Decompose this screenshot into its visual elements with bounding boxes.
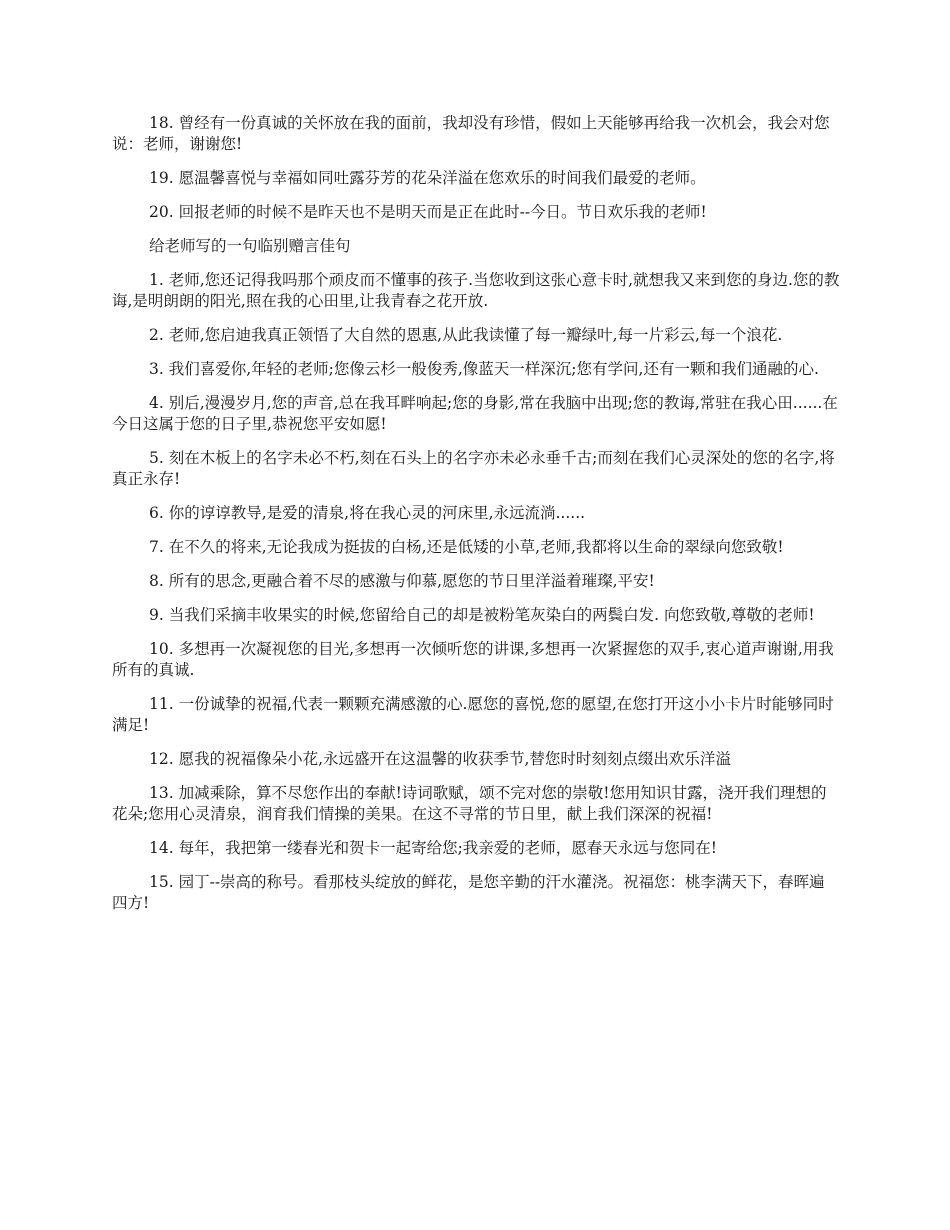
paragraph-7: 7. 在不久的将来,无论我成为挺拔的白杨,还是低矮的小草,老师,我都将以生命的翠绿向您致敬! <box>149 538 784 556</box>
paragraph-9: 9. 当我们采摘丰收果实的时候,您留给自己的却是被粉笔灰染白的两鬓白发. 向您致敬,尊敬的老师! <box>149 606 815 624</box>
paragraph-18: 18. 曾经有一份真诚的关怀放在我的面前，我却没有珍惜，假如上天能够再给我一次机会，我会对您说：老师，谢谢您! <box>112 114 830 153</box>
paragraph-19: 19. 愿温馨喜悦与幸福如同吐露芬芳的花朵洋溢在您欢乐的时间我们最爱的老师。 <box>149 169 706 187</box>
paragraph-4: 4. 别后,漫漫岁月,您的声音,总在我耳畔响起;您的身影,常在我脑中出现;您的教诲,常驻在我心田......在今日这属于您的日子里,恭祝您平安如愿! <box>112 394 838 433</box>
paragraph-3: 3. 我们喜爱你,年轻的老师;您像云杉一般俊秀,像蓝天一样深沉;您有学问,还有一颗和我们通融的心. <box>149 360 819 378</box>
paragraph-10: 10. 多想再一次凝视您的目光,多想再一次倾听您的讲课,多想再一次紧握您的双手,衷心道声谢谢,用我所有的真诚. <box>112 640 834 679</box>
paragraph-6: 6. 你的谆谆教导,是爱的清泉,将在我心灵的河床里,永远流淌...... <box>149 504 586 522</box>
paragraph-20: 20. 回报老师的时候不是昨天也不是明天而是正在此时--今日。节日欢乐我的老师! <box>149 203 707 221</box>
paragraph-2: 2. 老师,您启迪我真正领悟了大自然的恩惠,从此我读懂了每一瓣绿叶,每一片彩云,每一个浪花. <box>149 326 783 344</box>
paragraph-5: 5. 刻在木板上的名字未必不朽,刻在石头上的名字亦未必永垂千古;而刻在我们心灵深处的您的名字,将真正永存! <box>112 449 835 488</box>
paragraph-14: 14. 每年，我把第一缕春光和贺卡一起寄给您;我亲爱的老师，愿春天永远与您同在! <box>149 839 718 857</box>
document-body <box>112 113 840 927</box>
paragraph-15: 15. 园丁--崇高的称号。看那枝头绽放的鲜花，是您辛勤的汗水灌浇。祝福您：桃李满天下，春晖遍四方! <box>112 873 825 912</box>
paragraph-8: 8. 所有的思念,更融合着不尽的感激与仰慕,愿您的节日里洋溢着璀璨,平安! <box>149 572 655 590</box>
paragraph-12: 12. 愿我的祝福像朵小花,永远盛开在这温馨的收获季节,替您时时刻刻点缀出欢乐洋溢 <box>149 750 731 768</box>
section-heading: 给老师写的一句临别赠言佳句 <box>149 237 351 255</box>
paragraph-1: 1. 老师,您还记得我吗那个顽皮而不懂事的孩子.当您收到这张心意卡时,就想我又来到您的身边.您的教诲,是明朗朗的阳光,照在我的心田里,让我青春之花开放. <box>112 271 840 310</box>
paragraph-11: 11. 一份诚挚的祝福,代表一颗颗充满感激的心.愿您的喜悦,您的愿望,在您打开这小小卡片时能够同时满足! <box>112 695 834 734</box>
paragraph-13: 13. 加减乘除，算不尽您作出的奉献!诗词歌赋，颂不完对您的崇敬!您用知识甘露，浇开我们理想的花朵;您用心灵清泉，润育我们情操的美果。在这不寻常的节日里，献上我们深深的祝福! <box>112 784 827 823</box>
